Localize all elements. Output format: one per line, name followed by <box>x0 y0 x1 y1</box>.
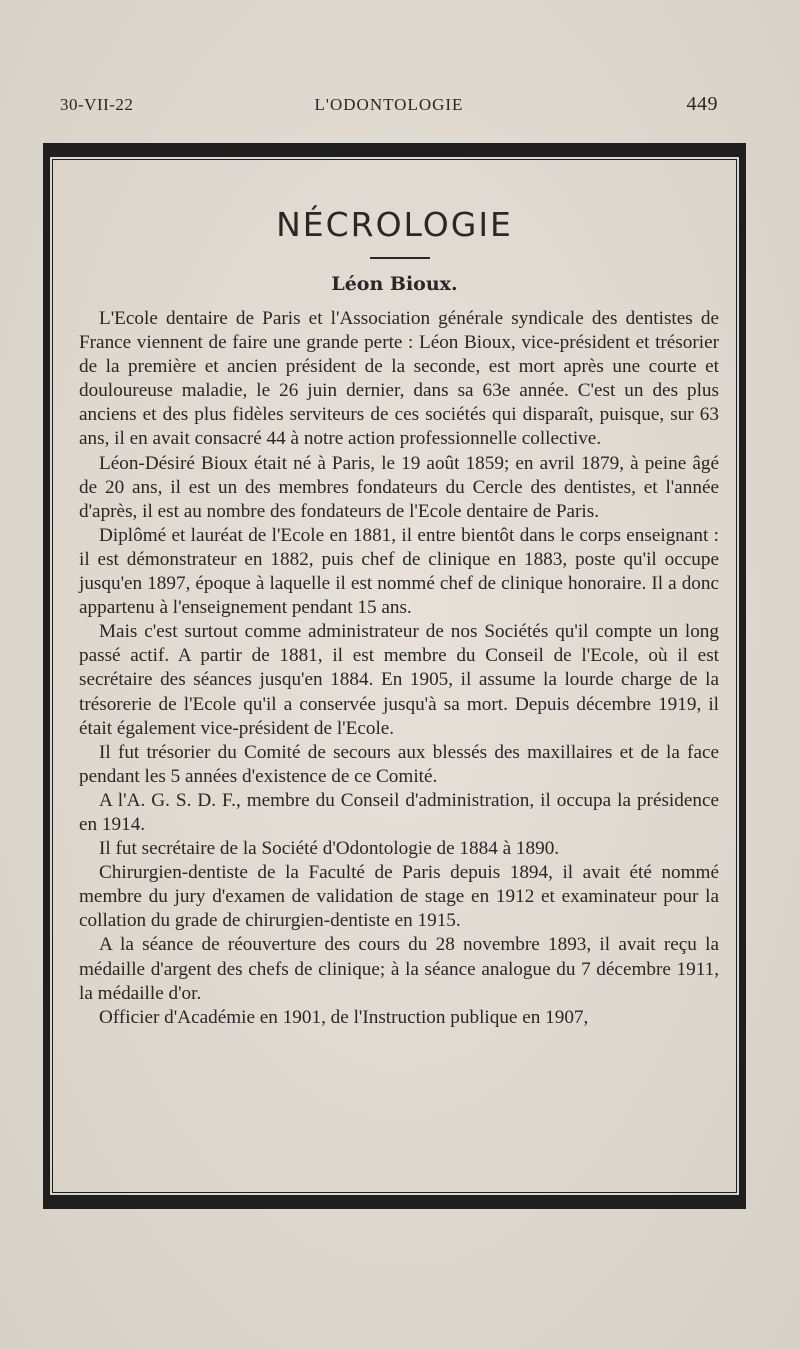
issue-date: 30-VII-22 <box>60 95 134 114</box>
obituary-subject: Léon Bioux. <box>331 273 458 295</box>
paragraph: Il fut trésorier du Comité de secours aux blessés des maxillaires et de la face pendant les 5 années d'existence de ce Comité. <box>79 741 719 787</box>
running-head <box>60 95 718 125</box>
paragraph: A la séance de réouverture des cours du 28 novembre 1893, il avait reçu la médaille d'argent des chefs de clinique; à la séance analogue du 7 décembre 1911, la médaille d'or. <box>79 934 719 1004</box>
page-number: 449 <box>686 93 718 115</box>
paragraph: Chirurgien-dentiste de la Faculté de Paris depuis 1894, il avait été nommé membre du jury d'examen de validation de stage en 1912 et examinateur pour la collation du grade de chirurgien-dentiste en 1915. <box>79 862 719 932</box>
paragraph: A l'A. G. S. D. F., membre du Conseil d'administration, il occupa la présidence en 1914. <box>79 789 719 835</box>
paragraph: Il fut secrétaire de la Société d'Odontologie de 1884 à 1890. <box>99 838 560 860</box>
paragraph: Léon-Désiré Bioux était né à Paris, le 19 août 1859; en avril 1879, à peine âgé de 20 ans, il est un des membres fondateurs du Cercle des dentistes, et l'année d'après, il est au nombre des fondateurs de l'Ecole dentaire de Paris. <box>79 452 719 522</box>
paragraph: Officier d'Académie en 1901, de l'Instruction publique en 1907, <box>99 1006 589 1028</box>
paragraph: Mais c'est surtout comme administrateur de nos Sociétés qu'il compte un long passé actif. A partir de 1881, il est membre du Conseil de l'Ecole, où il est secrétaire des séances jusqu'en 1884. En 1905, il assume la lourde charge de la trésorerie de l'Ecole qu'il a conservée jusqu'à sa mort. Depuis décembre 1919, il était également vice-président de l'Ecole. <box>79 621 719 739</box>
section-title: NÉCROLOGIE <box>276 205 513 244</box>
paragraph: Diplômé et lauréat de l'Ecole en 1881, il entre bientôt dans le corps enseignant : il est démonstrateur en 1882, puis chef de clinique en 1883, poste qu'il occupe jusqu'en 1897, époque à laquelle il est nommé chef de clinique honoraire. Il a donc appartenu à l'enseignement pendant 15 ans. <box>79 524 719 619</box>
paragraph: L'Ecole dentaire de Paris et l'Association générale syndicale des dentistes de France viennent de faire une grande perte : Léon Bioux, vice-président et trésorier de la première et ancien président de la seconde, est mort après une courte et douloureuse maladie, le 26 juin dernier, dans sa 63e année. C'est un des plus anciens et des plus fidèles serviteurs de ces sociétés qui disparaît, puisque, sur 63 ans, il en avait consacré 44 à notre action professionnelle collective. <box>79 308 719 450</box>
journal-title: L'ODONTOLOGIE <box>314 95 464 114</box>
article-body <box>79 307 719 1030</box>
title-rule <box>370 257 430 259</box>
mourning-border <box>43 143 746 1209</box>
